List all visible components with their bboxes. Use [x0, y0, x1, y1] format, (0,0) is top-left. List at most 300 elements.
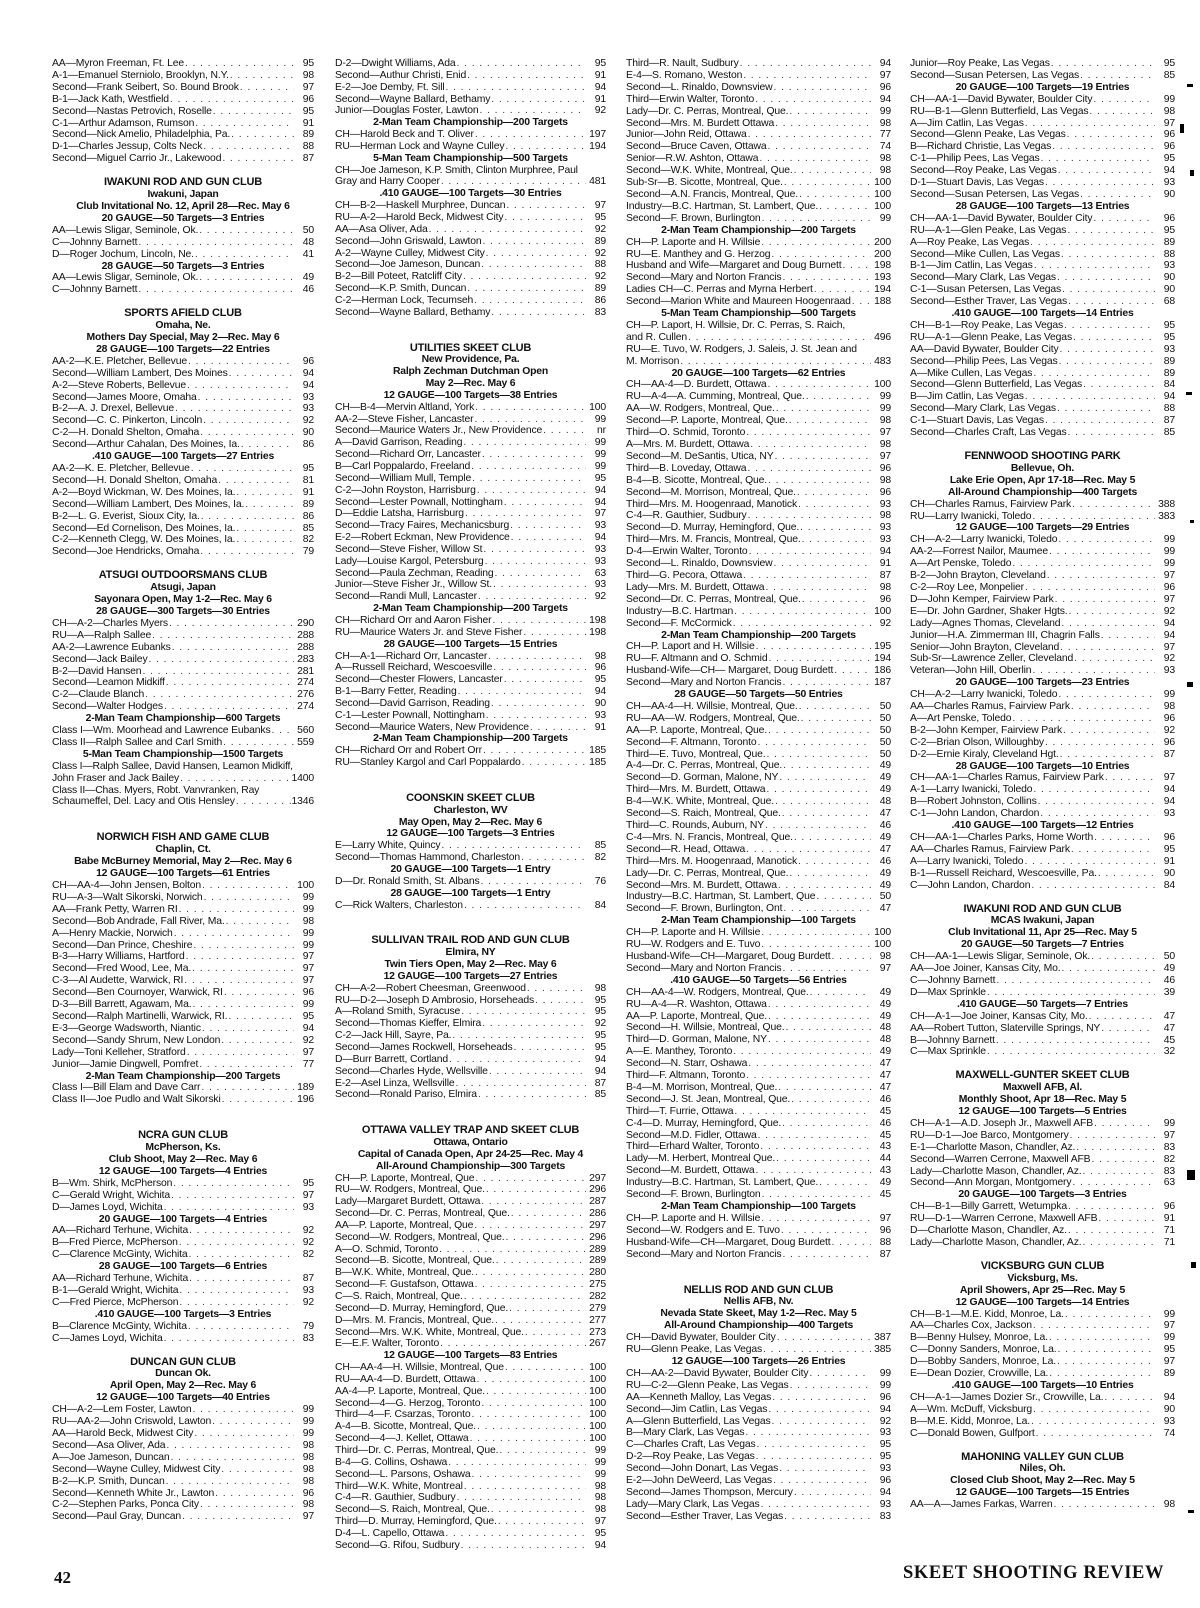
dot-leader	[1073, 653, 1155, 665]
dot-leader	[470, 1469, 586, 1481]
club-name-heading: NCRA GUN CLUB	[138, 1129, 228, 1142]
result-entry	[335, 485, 606, 497]
score: 200	[874, 248, 891, 260]
shooter-name: RU—E. Manthey and G. Herzog	[626, 248, 771, 260]
dot-leader	[767, 1404, 871, 1416]
dot-leader	[199, 546, 294, 558]
dot-leader	[1092, 213, 1155, 225]
shooter-name: D-2—Ernie Kiraly, Cleveland Hgt.	[910, 748, 1059, 760]
result-entry	[626, 677, 891, 689]
result-entry	[626, 927, 891, 939]
score: 97	[1163, 1129, 1175, 1141]
score: 49	[879, 760, 891, 772]
shooter-name: Second—Susan Petersen, Las Vegas	[910, 188, 1080, 200]
score: 194	[589, 140, 606, 152]
result-entry	[626, 844, 891, 856]
shooter-name: AA—Myron Freeman, Ft. Lee	[52, 58, 184, 69]
result-entry	[335, 1232, 606, 1244]
result-entry	[910, 1011, 1175, 1023]
shooter-name: CH—Richard Orr and Robert Orr	[335, 745, 482, 757]
result-entry	[335, 1338, 606, 1350]
result-entry	[52, 1511, 314, 1523]
shooter-name: D—Burr Barrett, Cortland	[335, 1053, 449, 1065]
score: 95	[879, 1439, 891, 1451]
dot-leader	[758, 153, 871, 165]
score: 275	[589, 1279, 606, 1291]
dot-leader	[1048, 546, 1155, 558]
result-entry	[626, 260, 891, 272]
shooter-name: B-2—John Brayton, Cleveland	[910, 570, 1046, 582]
result-entry	[335, 1492, 606, 1504]
shooter-name: D—John Kemper, Fairview Park	[910, 593, 1054, 605]
result-entry	[52, 249, 314, 261]
shooter-name: C—S. Raich, Montreal, Que.	[335, 1291, 463, 1302]
event-subheading: 12 GAUGE—100 Targets—27 Entries	[383, 970, 558, 982]
shooter-name: M. Morrison	[626, 355, 680, 367]
result-entry	[52, 141, 314, 153]
score: 99	[302, 1416, 314, 1428]
score: 296	[589, 1231, 606, 1243]
score: 95	[302, 1010, 314, 1022]
shooter-name: Lady—Charlotte Mason, Chandler, Az.	[910, 1237, 1082, 1248]
score: 281	[297, 665, 314, 677]
shooter-name: E-2—Robert Eckman, New Providence	[335, 532, 510, 544]
score: 96	[1163, 712, 1175, 724]
score: 50	[879, 712, 891, 724]
result-entry	[335, 1279, 606, 1291]
score: 96	[302, 987, 314, 999]
event-subheading: All-Around Championship—300 Targets	[375, 1160, 566, 1172]
result-entry	[335, 1457, 606, 1469]
shooter-name: Third—Mrs. M. Hoogenraad, Manotick	[626, 498, 798, 510]
shooter-name: Second—Asa Oliver, Ada	[52, 1439, 166, 1451]
shooter-name: AA—Charles Ramus, Fairview Park	[910, 701, 1070, 713]
shooter-name: A—Wm. McDuff, Vicksburg	[910, 1403, 1033, 1415]
score: 49	[879, 1177, 891, 1189]
score: 95	[1163, 224, 1175, 236]
shooter-name: A-4—B. Sicotte, Montreal, Que.	[335, 1421, 477, 1433]
result-entry	[335, 1516, 606, 1528]
shooter-name: A—E. Manthey, Toronto	[626, 1046, 733, 1058]
shooter-name: C-4—Mrs. N. Francis, Montreal, Que.	[626, 831, 793, 843]
score: 96	[879, 1475, 891, 1487]
result-entry	[52, 1273, 314, 1285]
result-entry	[626, 1058, 891, 1070]
result-entry	[910, 1499, 1175, 1511]
shooter-name: B—W.K. White, Montreal, Que.	[335, 1267, 475, 1279]
dot-leader	[808, 1368, 871, 1380]
shooter-name: CH—Harold Beck and T. Oliver	[335, 129, 474, 141]
result-entry	[335, 1315, 606, 1327]
dot-leader	[165, 1440, 294, 1452]
result-entry	[335, 532, 606, 544]
result-entry	[335, 248, 606, 260]
score: 96	[879, 462, 891, 474]
score: 74	[879, 141, 891, 153]
dot-leader	[757, 737, 872, 749]
dot-leader	[748, 546, 871, 558]
shooter-name: CH—Richard Orr and Aaron Fisher	[335, 614, 492, 626]
shooter-name: RU—W. Rodgers and E. Tuvo	[626, 939, 761, 951]
result-entry	[335, 662, 606, 674]
event-subheading: Nellis AFB, Nv.	[723, 1296, 794, 1308]
shooter-name: Second—Wayne Ballard, Bethamy	[335, 93, 491, 105]
result-entry	[626, 760, 891, 772]
shooter-name: Second—L. Parsons, Oshawa	[335, 1468, 471, 1480]
shooter-name: Husband and Wife—Margaret and Doug Burnett	[626, 260, 842, 272]
score: 93	[1163, 1415, 1175, 1427]
event-subheading: 20 GAUGE—50 Targets—7 Entries	[961, 939, 1124, 951]
shooter-name: Husband-Wife—CH— Margaret, Doug Burdett	[626, 665, 834, 677]
score: 97	[879, 1212, 891, 1224]
score: 94	[594, 686, 606, 698]
dot-leader	[1059, 642, 1155, 654]
event-subheading: 2-Man Team Championship—200 Targets	[661, 224, 856, 236]
result-entry	[52, 82, 314, 94]
score: 94	[302, 1022, 314, 1034]
result-entry	[52, 796, 314, 808]
scan-mark	[1188, 1510, 1194, 1513]
score: 187	[874, 677, 891, 689]
shooter-name: CH—AA-4—D. Burdett, Ottawa	[626, 379, 767, 391]
event-subheading: Club Shoot, May 2—Rec. May 6	[108, 1154, 258, 1166]
score: 186	[874, 665, 891, 677]
score: 93	[302, 391, 314, 403]
shooter-name: CH—A-1—A.D. Joseph Jr., Maxwell AFB	[910, 1117, 1093, 1129]
score: 96	[302, 355, 314, 367]
shooter-name: Second—D. Murray, Hemingford, Que.	[335, 1302, 509, 1314]
shooter-name: Second—Ralph Martinelli, Warwick, RI.	[52, 1010, 228, 1022]
dot-leader	[474, 1279, 586, 1291]
shooter-name: Second—Joe Hendricks, Omaha	[52, 546, 200, 558]
dot-leader	[485, 1184, 586, 1196]
dot-leader	[490, 698, 586, 710]
dot-leader	[178, 1237, 294, 1249]
result-entry	[626, 1106, 891, 1118]
score: 82	[302, 1249, 314, 1261]
result-entry	[910, 1320, 1175, 1332]
shooter-name: CH—A-1—Joe Joiner, Kansas City, Mo.	[910, 1010, 1088, 1022]
shooter-name: Junior—Steve Fisher Jr., Willow St.	[335, 579, 493, 591]
shooter-name: B—Mary Clark, Las Vegas	[626, 1427, 745, 1439]
score: 97	[879, 450, 891, 462]
dot-leader	[202, 415, 294, 427]
event-subheading: Twin Tiers Open, May 2—Rec. May 6	[384, 959, 557, 971]
result-entry	[335, 129, 606, 141]
dot-leader	[470, 461, 586, 473]
score: 97	[302, 1189, 314, 1201]
result-entry	[52, 737, 314, 749]
dot-leader	[1039, 808, 1155, 820]
score: 92	[1163, 605, 1175, 617]
score: 83	[879, 1510, 891, 1522]
shooter-name: Lady—Charlotte Mason, Chandler, Az.	[910, 1165, 1082, 1177]
result-entry	[910, 189, 1175, 201]
result-entry	[910, 832, 1175, 844]
score: 560	[297, 725, 314, 737]
result-entry	[52, 654, 314, 666]
shooter-name: D-2—Roy Peake, Las Vegas	[626, 1451, 755, 1463]
score: 99	[594, 461, 606, 472]
dot-leader	[1023, 856, 1155, 868]
shooter-name: Second—Esther Traver, Las Vegas	[910, 296, 1068, 308]
score: 274	[297, 701, 314, 713]
dot-leader	[473, 1220, 586, 1232]
dot-leader	[788, 106, 871, 118]
shooter-name: C-4—D. Murray, Hemingford, Que.	[626, 1117, 782, 1129]
dot-leader	[1056, 1356, 1155, 1368]
score: 94	[1163, 165, 1175, 177]
shooter-name: Second—C. C. Pinkerton, Lincoln	[52, 415, 203, 427]
score: 92	[879, 1415, 891, 1427]
dot-leader	[165, 677, 294, 689]
dot-leader	[481, 449, 586, 461]
score: 98	[594, 650, 606, 662]
result-entry	[335, 1006, 606, 1018]
event-subheading: Club Invitational No. 12, April 28—Rec. May 6	[76, 200, 290, 212]
shooter-name: Industry—B.C. Hartman, St. Lambert, Que	[626, 891, 816, 903]
result-entry	[910, 1368, 1175, 1380]
shooter-name: C-2—Brian Olson, Willoughby	[910, 736, 1044, 748]
score: 50	[879, 700, 891, 712]
result-entry	[335, 674, 606, 686]
shooter-name: Second—Mrs. M. Burdett, Ottawa	[626, 879, 777, 891]
dot-leader	[798, 189, 871, 201]
score: 76	[594, 875, 606, 887]
result-entry	[626, 82, 891, 94]
score: 89	[1163, 1368, 1175, 1380]
shooter-name: Second—M. Morrison, Montreal, Que.	[626, 486, 796, 498]
dot-leader	[771, 1392, 871, 1404]
dot-leader	[476, 485, 586, 497]
result-entry	[52, 940, 314, 952]
score: 41	[302, 248, 314, 260]
event-subheading: Duncan Ok.	[155, 1368, 211, 1380]
event-subheading: .410 GAUGE—100 Targets—30 Entries	[379, 188, 562, 200]
score: 98	[302, 1463, 314, 1475]
result-entry	[52, 511, 314, 523]
dot-leader	[199, 427, 294, 439]
score: 85	[1163, 69, 1175, 81]
score: 93	[1163, 665, 1175, 677]
result-entry	[910, 106, 1175, 118]
result-entry	[910, 284, 1175, 296]
result-entry	[910, 772, 1175, 784]
shooter-name: Second—Mary and Norton Francis	[626, 677, 782, 689]
dot-leader	[1044, 737, 1155, 749]
score: 89	[594, 283, 606, 295]
score: 93	[879, 1463, 891, 1475]
shooter-name: C-2—Kenneth Clegg, W. Des Moines, Ia.	[52, 534, 236, 546]
shooter-name: Second—William Lambert, Des Moines	[52, 367, 228, 379]
score: 49	[879, 1010, 891, 1022]
score: 47	[1163, 1022, 1175, 1034]
score: 89	[302, 498, 314, 510]
shooter-name: Schaumeffel, Del. Lacy and Otis Hensley	[52, 796, 235, 808]
score: 99	[594, 413, 606, 425]
result-entry	[626, 141, 891, 153]
result-entry	[910, 582, 1175, 594]
shooter-name: Husband-Wife—CH—Margaret, Doug Burdett	[626, 1236, 831, 1248]
result-entry	[910, 379, 1175, 391]
result-entry	[335, 271, 606, 283]
score: 94	[879, 93, 891, 105]
result-entry	[335, 1078, 606, 1090]
result-entry	[910, 403, 1175, 415]
result-entry	[335, 283, 606, 295]
dot-leader	[485, 248, 586, 260]
result-entry	[335, 1445, 606, 1457]
dot-leader	[1032, 1404, 1155, 1416]
result-entry	[626, 1463, 891, 1475]
result-entry	[52, 439, 314, 451]
dot-leader	[760, 1499, 871, 1511]
page-number: 42	[54, 1568, 71, 1587]
shooter-name: C-2—Jack Hill, Sayre, Pa.	[335, 1030, 452, 1042]
result-entry	[626, 1487, 891, 1499]
shooter-name: B-2—A. J. Drexel, Bellevue	[52, 403, 174, 415]
result-entry	[52, 987, 314, 999]
event-subheading: Closed Club Shoot, May 2—Rec. May 5	[950, 1475, 1135, 1487]
dot-leader	[492, 579, 586, 591]
score: 49	[879, 867, 891, 879]
shooter-name: Second—D. Gorman, Malone, NY	[626, 772, 779, 784]
shooter-name: C-1—John Landon, Chardon	[910, 808, 1040, 820]
dot-leader	[1051, 141, 1155, 153]
shooter-name: Lady—Louise Kargol, Petersburg	[335, 555, 484, 567]
dot-leader	[767, 475, 871, 487]
shooter-name: B—Fred Pierce, McPherson	[52, 1237, 178, 1249]
event-subheading: .410 GAUGE—50 Targets—7 Entries	[957, 998, 1128, 1010]
shooter-name: B-4—G. Collins, Oshawa	[335, 1456, 448, 1468]
dot-leader	[163, 1202, 294, 1214]
dot-leader	[244, 499, 294, 511]
score: 95	[1163, 843, 1175, 855]
event-subheading: 12 GAUGE—100 Targets—15 Entries	[955, 1487, 1130, 1499]
shooter-name: Second—Frank Seibert, So. Bound Brook	[52, 81, 239, 93]
shooter-name: RU—F. Altmann and O. Schmid	[626, 653, 768, 665]
dot-leader	[1031, 665, 1155, 677]
score: 45	[879, 1105, 891, 1117]
result-entry	[335, 508, 606, 520]
result-entry	[52, 499, 314, 511]
shooter-name: CH—B-1—Roy Peake, Las Vegas	[910, 319, 1064, 331]
shooter-name: Junior—H.A. Zimmerman III, Chagrin Falls	[910, 629, 1100, 641]
dot-leader	[522, 627, 586, 639]
score: 100	[589, 1397, 606, 1409]
scan-mark	[1186, 392, 1192, 395]
shooter-name: Lady—M. Herbert, Montreal Que.	[626, 1153, 776, 1165]
result-entry	[626, 713, 891, 725]
result-entry	[626, 1427, 891, 1439]
score: 97	[302, 81, 314, 93]
dot-leader	[1082, 1237, 1156, 1249]
shooter-name: B-1—Gerald Wright, Wichita	[52, 1285, 179, 1296]
shooter-name: Third—D. Murray, Hemingford, Que.	[335, 1516, 497, 1528]
score: 95	[1163, 319, 1175, 331]
result-entry	[335, 686, 606, 698]
result-entry	[52, 928, 314, 940]
score: 297	[589, 1219, 606, 1231]
dot-leader	[1088, 106, 1155, 118]
result-entry	[626, 510, 891, 522]
shooter-name: Second—P. Laporte, Montreal, Que.	[626, 415, 788, 427]
score: 97	[302, 1511, 314, 1523]
result-entry	[335, 259, 606, 271]
shooter-name: D—Max Sprinkle	[910, 986, 986, 998]
shooter-name: E—E.F. Walter, Toronto	[335, 1338, 440, 1350]
dot-leader	[454, 1078, 586, 1090]
shooter-name: Lady—Mary Clark, Las Vegas	[626, 1498, 760, 1510]
shooter-name: Third—W.K. White, Montreal	[335, 1480, 463, 1492]
dot-leader	[469, 1433, 586, 1445]
result-entry	[52, 1047, 314, 1059]
shooter-name: B-2—K.P. Smith, Duncan	[52, 1475, 165, 1487]
dot-leader	[190, 463, 294, 475]
dot-leader	[1057, 689, 1155, 701]
result-entry	[52, 475, 314, 487]
shooter-name: CH—A-1—Richard Orr, Lancaster	[335, 650, 488, 662]
shooter-name: CH—Charles Ramus, Fairview Park	[910, 498, 1072, 510]
dot-leader	[781, 808, 871, 820]
result-entry	[335, 579, 606, 591]
score: 99	[879, 212, 891, 224]
result-entry	[52, 1059, 314, 1071]
shooter-name: Second—Charles Craft, Las Vegas	[910, 427, 1067, 439]
shooter-name: E—Larry White, Quincy	[335, 840, 441, 852]
score: 91	[594, 69, 606, 81]
score: 288	[297, 641, 314, 653]
event-subheading: 2-Man Team Championship—200 Targets	[85, 1070, 281, 1082]
score: 89	[1163, 367, 1175, 379]
shooter-name: D—Bobby Sanders, Monroe, La.	[910, 1356, 1056, 1368]
result-entry	[910, 1404, 1175, 1416]
shooter-name: AA—W. Rodgers, Montreal, Que.	[626, 403, 775, 415]
dot-leader	[1061, 284, 1155, 296]
shooter-name: Second—Marion White and Maureen Hoogenraad	[626, 296, 851, 308]
shooter-name: C—Rick Walters, Charleston	[335, 899, 463, 911]
score: 96	[302, 93, 314, 105]
dot-leader	[777, 880, 871, 892]
event-subheading: 12 GAUGE—100 Targets—29 Entries	[955, 522, 1130, 534]
result-entry	[626, 499, 891, 511]
shooter-name: Second—James Thompson, Mercury	[626, 1486, 793, 1498]
dot-leader	[217, 475, 294, 487]
dot-leader	[490, 1504, 586, 1516]
result-entry	[626, 118, 891, 130]
score: 95	[594, 1030, 606, 1042]
result-entry	[335, 745, 606, 757]
score: 97	[302, 951, 314, 963]
dot-leader	[783, 1511, 871, 1523]
score: 98	[879, 581, 891, 593]
score: 388	[1158, 498, 1175, 510]
score: 86	[594, 294, 606, 306]
score: 96	[879, 1391, 891, 1403]
shooter-name: CH—AA-1—Lewis Sligar, Seminole, Ok.	[910, 951, 1091, 963]
result-entry	[910, 249, 1175, 261]
result-entry	[626, 1153, 891, 1165]
result-entry	[910, 511, 1175, 523]
team-members-line: CH—P. Laport, H. Willsie, Dr. C. Perras, S. Raich,	[626, 319, 846, 331]
dot-leader	[534, 995, 586, 1007]
result-entry	[52, 1023, 314, 1035]
shooter-name: C-1—Stuart Davis, Las Vegas	[910, 415, 1044, 427]
result-entry	[52, 356, 314, 368]
result-entry	[52, 58, 314, 70]
result-entry	[335, 995, 606, 1007]
shooter-name: AA—P. Laporte, Montreal, Que	[335, 1219, 474, 1231]
